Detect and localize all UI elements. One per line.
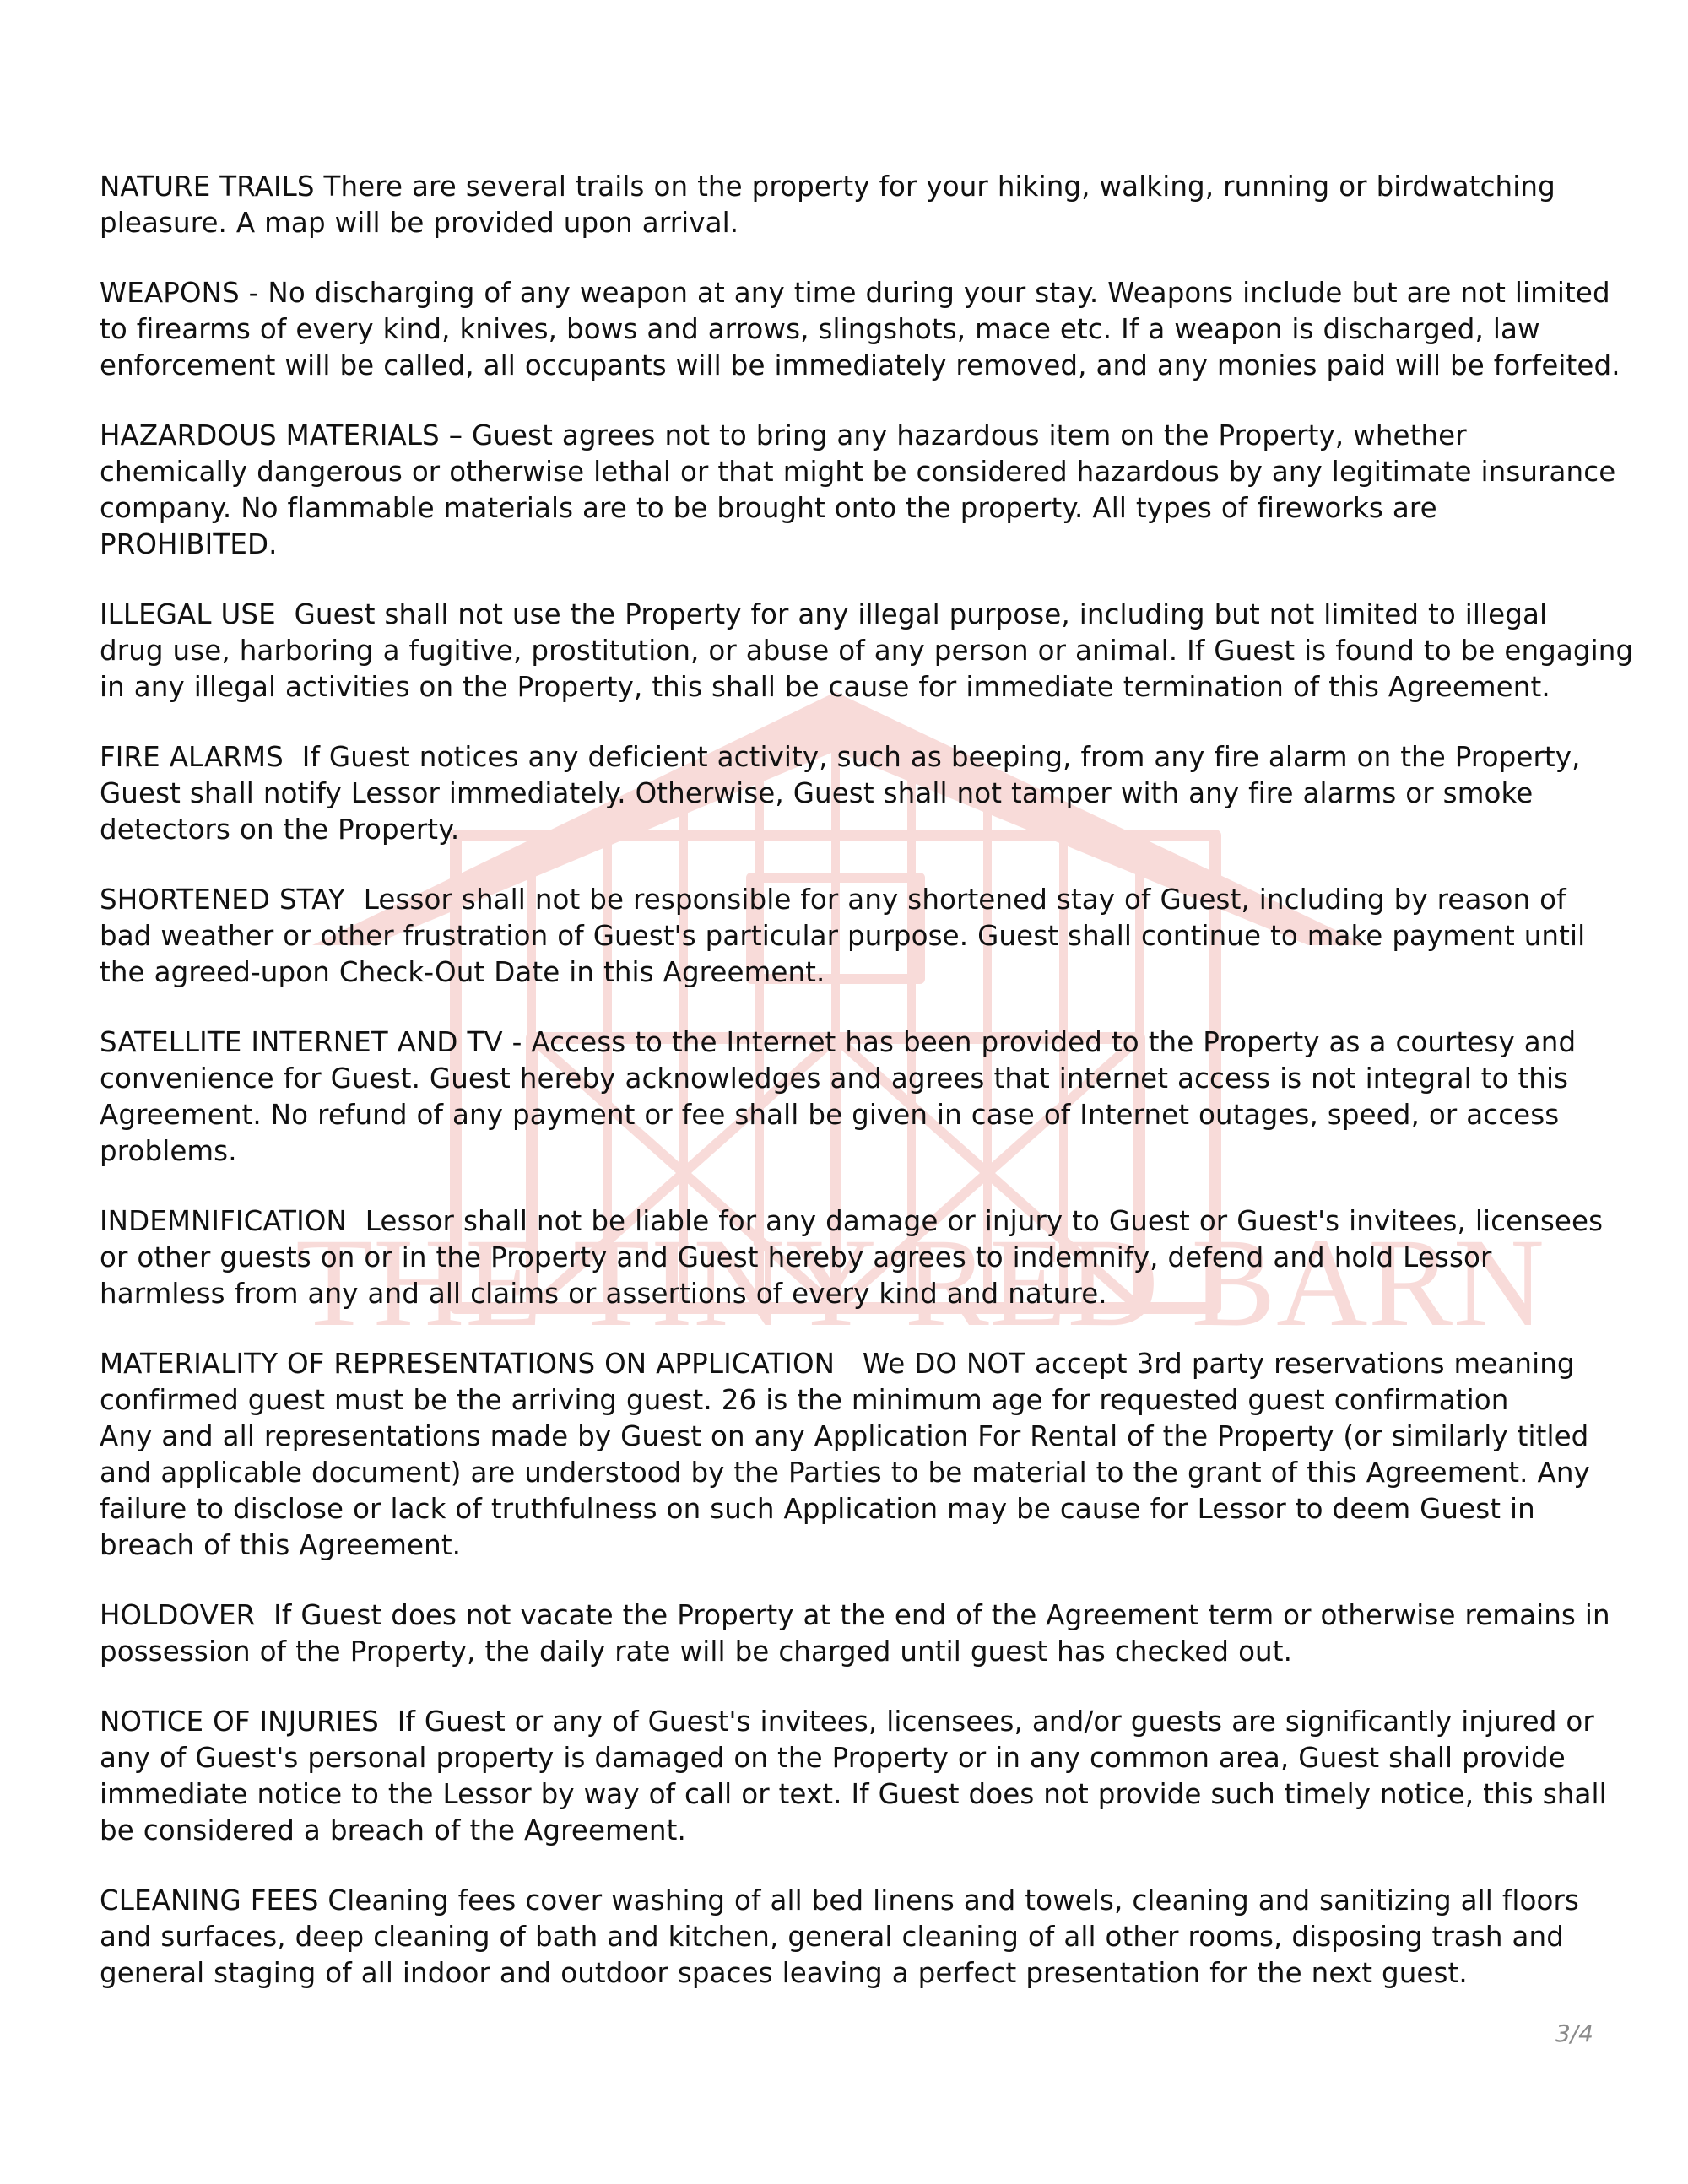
clause-line: PROHIBITED. [100, 528, 278, 560]
clause-line: NOTICE OF INJURIES If Guest or any of Guest's invitees, licensees, and/or guests are significantly injured or [100, 1706, 1594, 1738]
clause-line: CLEANING FEES Cleaning fees cover washing of all bed linens and towels, cleaning and sanitizing all floors [100, 1884, 1579, 1916]
clause-line: breach of this Agreement. [100, 1529, 462, 1561]
clause-line: any of Guest's personal property is damaged on the Property or in any common area, Guest shall provide [100, 1742, 1566, 1774]
clause-line: ILLEGAL USE Guest shall not use the Property for any illegal purpose, including but not limited to illegal [100, 598, 1548, 630]
clause-line: Any and all representations made by Guest on any Application For Rental of the Property (or similarly titled [100, 1420, 1589, 1452]
clause-line: Guest shall notify Lessor immediately. Otherwise, Guest shall not tamper with any fire alarms or smoke [100, 777, 1534, 809]
clause-line: WEAPONS - No discharging of any weapon at any time during your stay. Weapons include but are not limited [100, 277, 1610, 309]
clause-materiality [100, 1346, 1593, 1564]
clause-line: general staging of all indoor and outdoor spaces leaving a perfect presentation for the next guest. [100, 1957, 1468, 1989]
clause-line: harmless from any and all claims or assertions of every kind and nature. [100, 1278, 1107, 1310]
clause-line: immediate notice to the Lessor by way of call or text. If Guest does not provide such timely notice, this shall [100, 1778, 1607, 1810]
clause-line: or other guests on or in the Property and Guest hereby agrees to indemnify, defend and hold Lessor [100, 1241, 1492, 1273]
clause-line: be considered a breach of the Agreement. [100, 1814, 686, 1846]
clause-line: company. No flammable materials are to be brought onto the property. All types of fireworks are [100, 492, 1437, 524]
clause-notice-of-injuries [100, 1704, 1607, 1849]
clause-nature-trails [100, 169, 1593, 241]
clause-line: pleasure. A map will be provided upon arrival. [100, 207, 739, 239]
clause-line: SATELLITE INTERNET AND TV - Access to the Internet has been provided to the Property as a courtesy and [100, 1026, 1577, 1058]
clause-illegal-use [100, 597, 1634, 705]
clause-line: to firearms of every kind, knives, bows and arrows, slingshots, mace etc. If a weapon is discharged, law [100, 313, 1540, 345]
clause-fire-alarms [100, 739, 1593, 848]
clause-line: and applicable document) are understood by the Parties to be material to the grant of this Agreement. Any [100, 1457, 1590, 1489]
watermark-text: THE TINY RED BARN [295, 1213, 1578, 1353]
clause-line: convenience for Guest. Guest hereby acknowledges and agrees that internet access is not integral to this [100, 1062, 1569, 1095]
page-number: 3/4 [1555, 2019, 1593, 2047]
clause-line: Agreement. No refund of any payment or fee shall be given in case of Internet outages, speed, or access [100, 1099, 1560, 1131]
clause-line: failure to disclose or lack of truthfulness on such Application may be cause for Lessor to deem Guest in [100, 1493, 1535, 1525]
clause-line: HAZARDOUS MATERIALS – Guest agrees not to bring any hazardous item on the Property, whether [100, 419, 1467, 451]
clause-line: and surfaces, deep cleaning of bath and kitchen, general cleaning of all other rooms, disposing trash and [100, 1921, 1564, 1953]
clause-hazardous-materials [100, 418, 1616, 563]
clause-line: MATERIALITY OF REPRESENTATIONS ON APPLICATION We DO NOT accept 3rd party reservations meaning [100, 1348, 1575, 1380]
clause-indemnification [100, 1203, 1604, 1312]
clause-shortened-stay [100, 882, 1593, 991]
clause-line: bad weather or other frustration of Guest's particular purpose. Guest shall continue to make payment until [100, 920, 1586, 952]
clause-satellite-internet [100, 1024, 1593, 1170]
clause-line: in any illegal activities on the Property, this shall be cause for immediate termination of this Agreement. [100, 671, 1550, 703]
clause-line: INDEMNIFICATION Lessor shall not be liable for any damage or injury to Guest or Guest's invitees, licensees [100, 1205, 1604, 1237]
clause-line: detectors on the Property. [100, 814, 460, 846]
clause-line: the agreed-upon Check-Out Date in this Agreement. [100, 956, 825, 988]
agreement-page-content [100, 169, 1634, 2025]
clause-line: SHORTENED STAY Lessor shall not be responsible for any shortened stay of Guest, including by reason of [100, 884, 1566, 916]
clause-line: drug use, harboring a fugitive, prostitution, or abuse of any person or animal. If Guest is found to be engaging [100, 635, 1634, 667]
clause-line: HOLDOVER If Guest does not vacate the Property at the end of the Agreement term or otherwise remains in [100, 1599, 1610, 1631]
clause-line: problems. [100, 1135, 237, 1167]
clause-line: confirmed guest must be the arriving guest. 26 is the minimum age for requested guest confirmation [100, 1384, 1509, 1416]
clause-line: FIRE ALARMS If Guest notices any deficient activity, such as beeping, from any fire alarm on the Property, [100, 741, 1581, 773]
clause-cleaning-fees [100, 1883, 1593, 1992]
clause-weapons [100, 275, 1620, 384]
clause-line: enforcement will be called, all occupants will be immediately removed, and any monies paid will be forfeited. [100, 349, 1620, 381]
clause-holdover [100, 1597, 1610, 1670]
clause-line: possession of the Property, the daily rate will be charged until guest has checked out. [100, 1635, 1293, 1668]
clause-line: NATURE TRAILS There are several trails on the property for your hiking, walking, running or birdwatching [100, 170, 1555, 203]
clause-line: chemically dangerous or otherwise lethal or that might be considered hazardous by any legitimate insurance [100, 456, 1616, 488]
